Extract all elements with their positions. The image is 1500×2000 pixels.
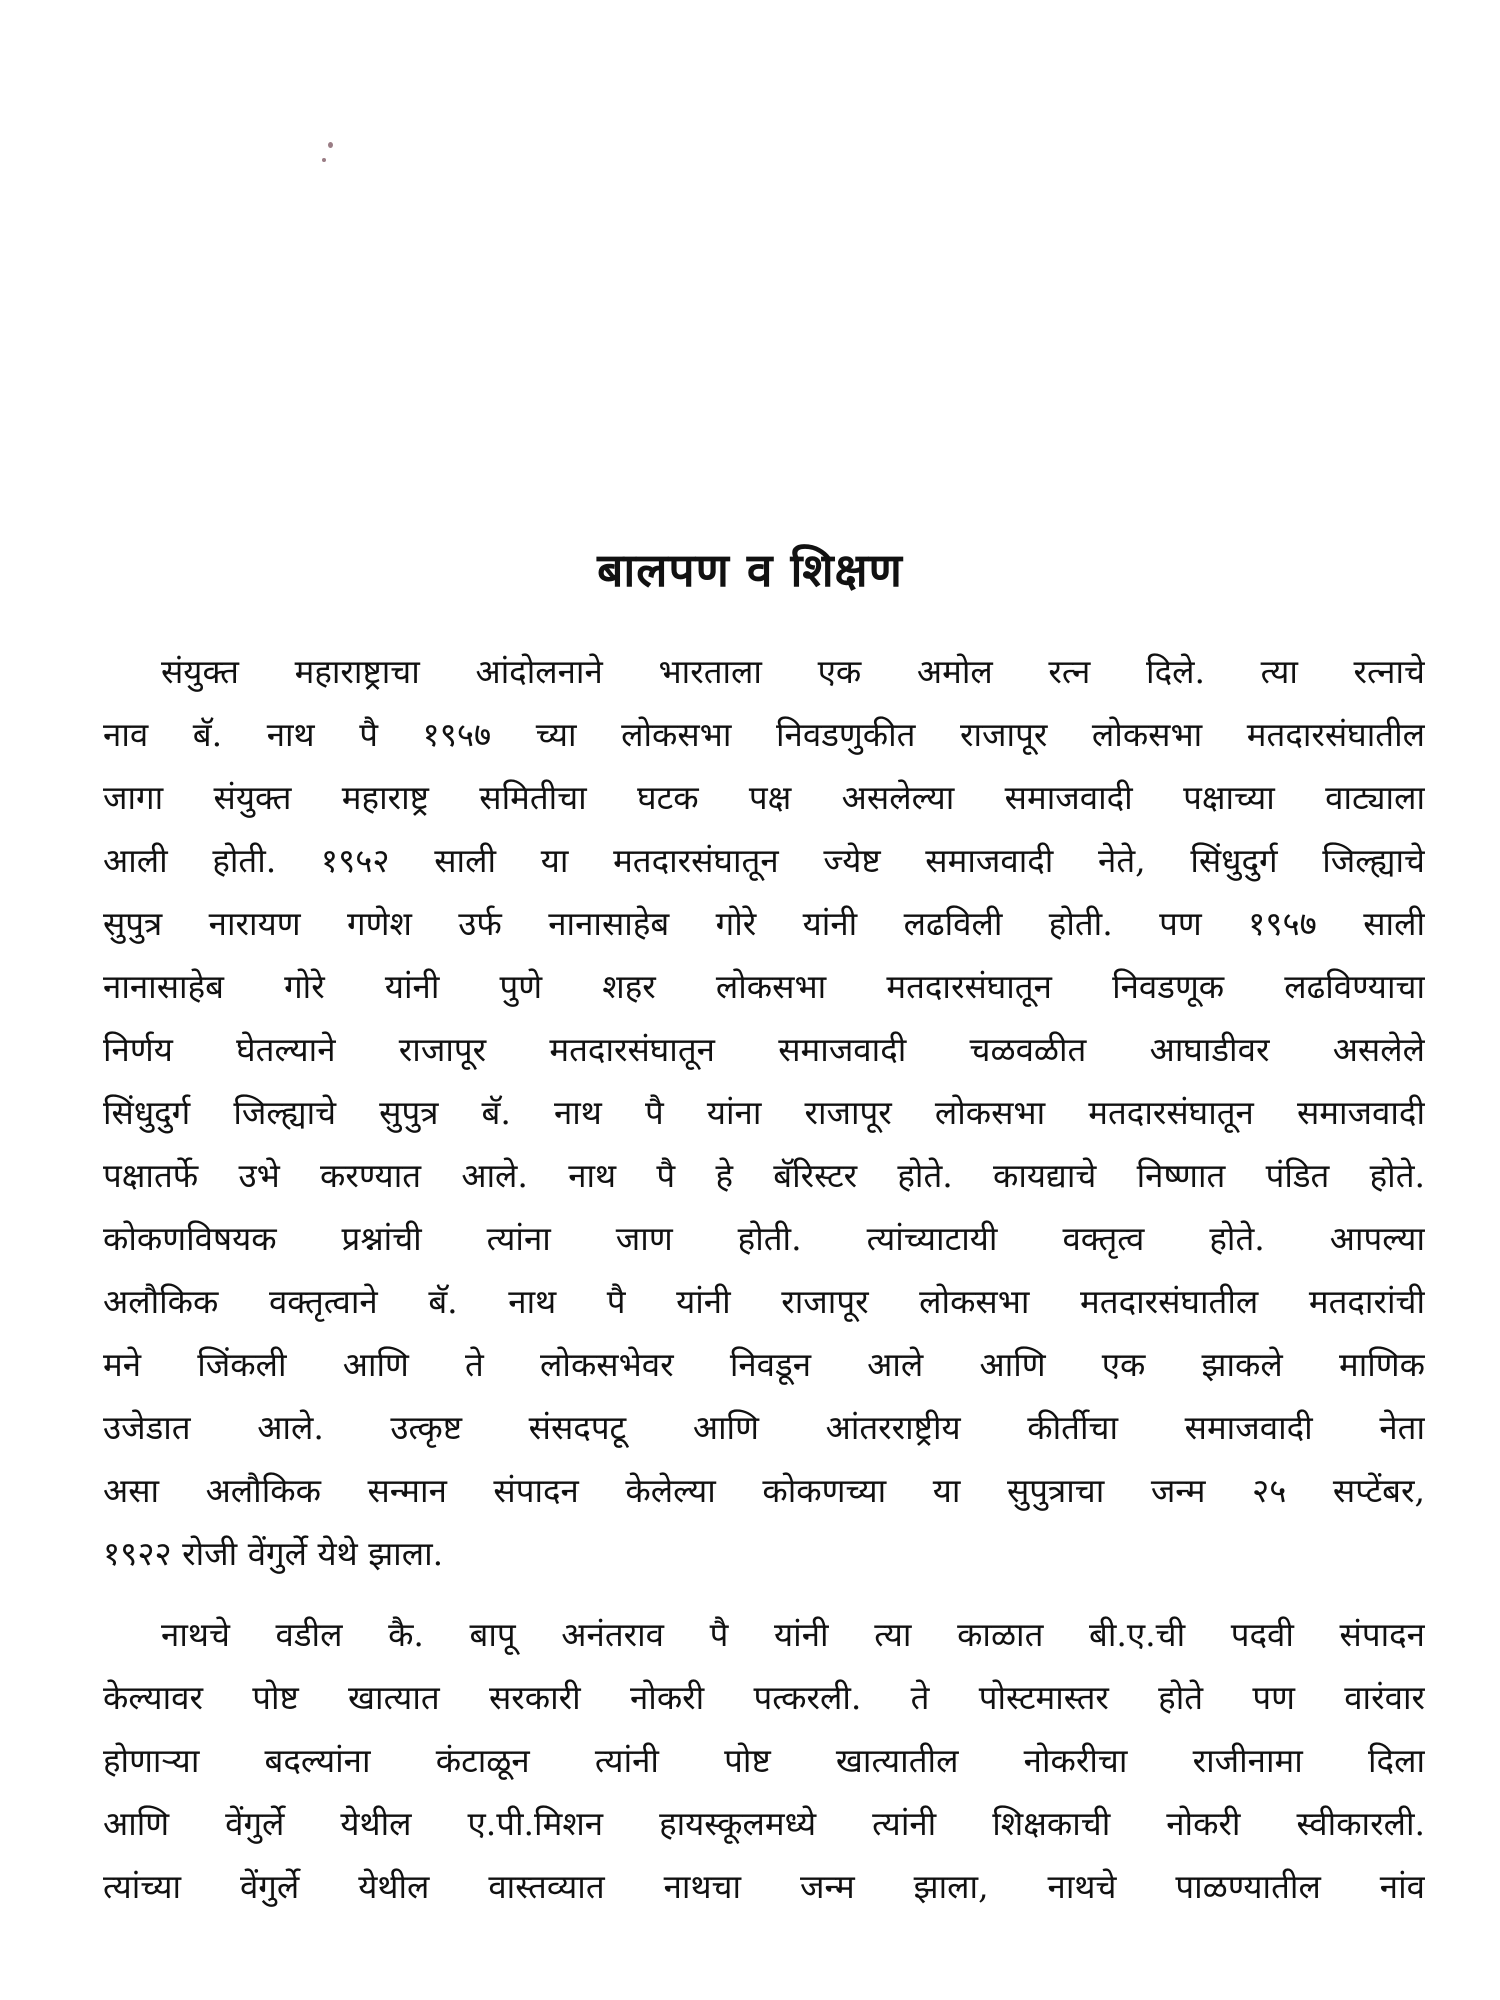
text-line: सिंधुदुर्ग जिल्ह्याचे सुपुत्र बॅ. नाथ पै यांना राजापूर लोकसभा मतदारसंघातून समाजवादी — [103, 1093, 1425, 1132]
paragraph-1 — [103, 640, 1425, 1585]
text-line: असा अलौकिक सन्मान संपादन केलेल्या कोकणच्या या सुपुत्राचा जन्म २५ सप्टेंबर, — [103, 1471, 1425, 1510]
text-line: आणि वेंगुर्ले येथील ए.पी.मिशन हायस्कूलमध्ये त्यांनी शिक्षकाची नोकरी स्वीकारली. — [103, 1804, 1425, 1843]
text-line: निर्णय घेतल्याने राजापूर मतदारसंघातून समाजवादी चळवळीत आघाडीवर असलेले — [103, 1030, 1425, 1069]
text-line: केल्यावर पोष्ट खात्यात सरकारी नोकरी पत्करली. ते पोस्टमास्तर होते पण वारंवार — [103, 1678, 1425, 1717]
text-line: १९२२ रोजी वेंगुर्ले येथे झाला. — [103, 1534, 444, 1573]
text-line: त्यांच्या वेंगुर्ले येथील वास्तव्यात नाथचा जन्म झाला, नाथचे पाळण्यातील नांव — [103, 1867, 1425, 1906]
text-line: कोकणविषयक प्रश्नांची त्यांना जाण होती. त्यांच्याटायी वक्तृत्व होते. आपल्या — [103, 1219, 1425, 1258]
ink-speck — [322, 142, 336, 164]
chapter-heading: बालपण व शिक्षण — [597, 543, 903, 597]
text-line: अलौकिक वक्तृत्वाने बॅ. नाथ पै यांनी राजापूर लोकसभा मतदारसंघातील मतदारांची — [103, 1282, 1425, 1321]
text-line: उजेडात आले. उत्कृष्ट संसदपटू आणि आंतरराष्ट्रीय कीर्तीचा समाजवादी नेता — [103, 1408, 1425, 1447]
text-line: संयुक्त महाराष्ट्राचा आंदोलनाने भारताला एक अमोल रत्न दिले. त्या रत्नाचे — [161, 652, 1425, 691]
paragraph-2 — [103, 1603, 1425, 1918]
text-line: मने जिंकली आणि ते लोकसभेवर निवडून आले आणि एक झाकले माणिक — [103, 1345, 1425, 1384]
text-line: होणाऱ्या बदल्यांना कंटाळून त्यांनी पोष्ट खात्यातील नोकरीचा राजीनामा दिला — [103, 1741, 1425, 1780]
text-line: आली होती. १९५२ साली या मतदारसंघातून ज्येष्ट समाजवादी नेते, सिंधुदुर्ग जिल्ह्याचे — [103, 841, 1425, 880]
text-line: सुपुत्र नारायण गणेश उर्फ नानासाहेब गोरे यांनी लढविली होती. पण १९५७ साली — [103, 904, 1425, 943]
text-line: नाथचे वडील कै. बापू अनंतराव पै यांनी त्या काळात बी.ए.ची पदवी संपादन — [161, 1615, 1425, 1654]
text-line: नाव बॅ. नाथ पै १९५७ च्या लोकसभा निवडणुकीत राजापूर लोकसभा मतदारसंघातील — [103, 715, 1425, 754]
text-line: जागा संयुक्त महाराष्ट्र समितीचा घटक पक्ष असलेल्या समाजवादी पक्षाच्या वाट्याला — [103, 778, 1425, 817]
text-line: पक्षातर्फे उभे करण्यात आले. नाथ पै हे बॅरिस्टर होते. कायद्याचे निष्णात पंडित होते. — [103, 1156, 1425, 1195]
text-line: नानासाहेब गोरे यांनी पुणे शहर लोकसभा मतदारसंघातून निवडणूक लढविण्याचा — [103, 967, 1425, 1006]
body-text — [103, 640, 1425, 1918]
